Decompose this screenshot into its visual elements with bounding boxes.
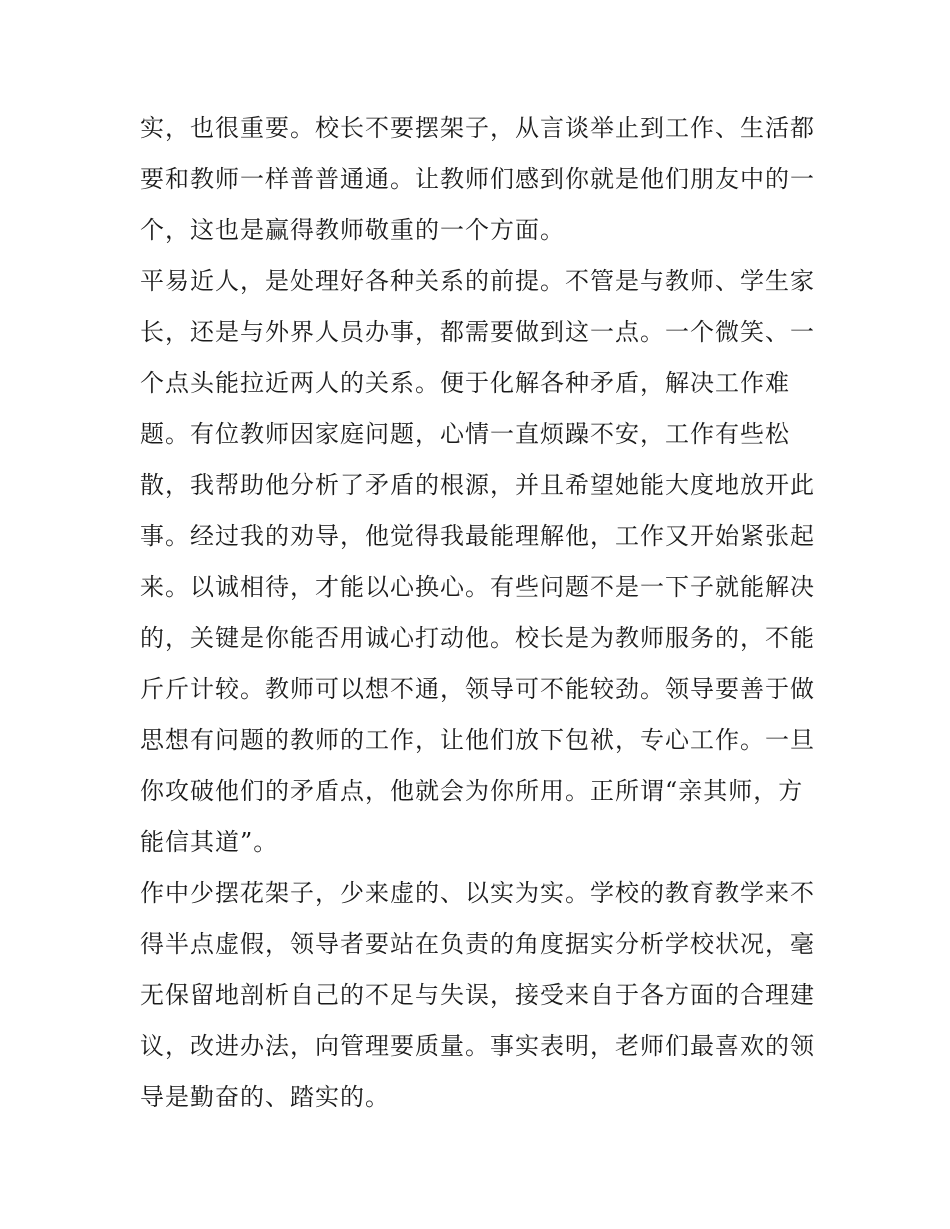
- text-line: 实，也很重要。校长不要摆架子，从言谈举止到工作、生活都: [140, 114, 815, 142]
- body-text: [140, 103, 820, 1123]
- paragraph-3: [140, 868, 820, 1123]
- text-line: 长，还是与外界人员办事，都需要做到这一点。一个微笑、一: [140, 318, 815, 346]
- text-line: 你攻破他们的矛盾点，他就会为你所用。正所谓“亲其师，方: [140, 777, 804, 805]
- paragraph-2: [140, 256, 820, 868]
- text-line: 得半点虚假，领导者要站在负责的角度据实分析学校状况，毫: [140, 930, 815, 958]
- text-line: 个，这也是赢得教师敬重的一个方面。: [140, 216, 565, 244]
- text-line: 平易近人，是处理好各种关系的前提。不管是与教师、学生家: [140, 267, 815, 295]
- text-line: 散，我帮助他分析了矛盾的根源，并且希望她能大度地放开此: [140, 471, 815, 499]
- text-line: 个点头能拉近两人的关系。便于化解各种矛盾，解决工作难: [140, 369, 790, 397]
- text-line: 斤斤计较。教师可以想不通，领导可不能较劲。领导要善于做: [140, 675, 815, 703]
- text-line: 能信其道”。: [140, 828, 279, 856]
- text-line: 议，改进办法，向管理要质量。事实表明，老师们最喜欢的领: [140, 1032, 815, 1060]
- text-line: 无保留地剖析自己的不足与失误，接受来自于各方面的合理建: [140, 981, 815, 1009]
- text-line: 思想有问题的教师的工作，让他们放下包袱，专心工作。一旦: [140, 726, 815, 754]
- text-line: 导是勤奋的、踏实的。: [140, 1083, 390, 1111]
- text-line: 来。以诚相待，才能以心换心。有些问题不是一下子就能解决: [140, 573, 815, 601]
- text-line: 题。有位教师因家庭问题，心情一直烦躁不安，工作有些松: [140, 420, 790, 448]
- text-line: 作中少摆花架子，少来虚的、以实为实。学校的教育教学来不: [140, 879, 815, 907]
- paragraph-1: [140, 103, 820, 256]
- text-line: 的，关键是你能否用诚心打动他。校长是为教师服务的，不能: [140, 624, 815, 652]
- text-line: 事。经过我的劝导，他觉得我最能理解他，工作又开始紧张起: [140, 522, 815, 550]
- text-line: 要和教师一样普普通通。让教师们感到你就是他们朋友中的一: [140, 165, 815, 193]
